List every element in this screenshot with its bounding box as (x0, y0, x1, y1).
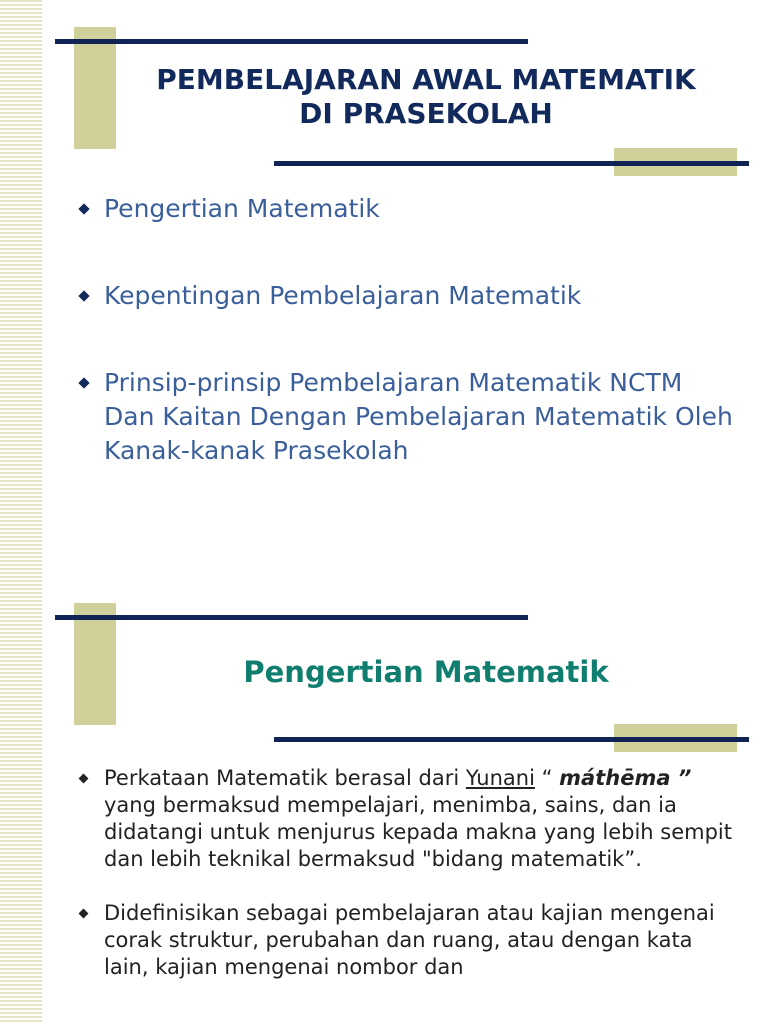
diamond-bullet-icon (79, 774, 89, 784)
diamond-bullet-icon (78, 203, 89, 214)
tan-accent-block-top (74, 27, 116, 149)
slide-2-bullet-list (76, 765, 736, 981)
diamond-bullet-icon (79, 909, 89, 919)
bullet-text: Pengertian Matematik (104, 194, 380, 223)
list-item (76, 900, 736, 981)
bullet-text: Prinsip-prinsip Pembelajaran Matematik NCTM Dan Kaitan Dengan Pembelajaran Matematik Oleh Kanak-kanak Prasekolah (104, 368, 733, 465)
mathema-term: máthēma ” (559, 766, 692, 790)
navy-rule-top (55, 39, 528, 44)
diamond-bullet-icon (78, 377, 89, 388)
tan-accent-block-top (74, 603, 116, 725)
list-item (76, 765, 736, 873)
navy-rule-top (55, 615, 528, 620)
list-item (76, 279, 736, 313)
yunani-link[interactable]: Yunani (465, 766, 535, 790)
slide-2-title: Pengertian Matematik (243, 655, 609, 689)
list-item (76, 192, 736, 226)
title-line-2: DI PRASEKOLAH (299, 97, 553, 130)
slide-2 (0, 512, 768, 1024)
list-item (76, 366, 736, 468)
bullet-text-after: yang bermaksud mempelajari, menimba, sains, dan ia didatangi untuk menjurus kepada makna yang lebih sempit dan lebih teknikal bermaksud "bidang matematik”. (104, 793, 732, 871)
navy-rule-bottom (274, 161, 749, 166)
title-line-1: PEMBELAJARAN AWAL MATEMATIK (156, 63, 696, 96)
navy-rule-bottom (274, 737, 749, 742)
slide-1-title (116, 63, 736, 131)
diamond-bullet-icon (78, 290, 89, 301)
open-quote: “ (534, 766, 560, 790)
slide-1-bullet-list (76, 192, 736, 468)
bullet-text: Didefinisikan sebagai pembelajaran atau kajian mengenai corak struktur, perubahan dan ruang, atau dengan kata lain, kajian mengenai nombor dan (104, 901, 715, 979)
bullet-text-before: Perkataan Matematik berasal dari (104, 766, 466, 790)
bullet-text: Kepentingan Pembelajaran Matematik (104, 281, 582, 310)
